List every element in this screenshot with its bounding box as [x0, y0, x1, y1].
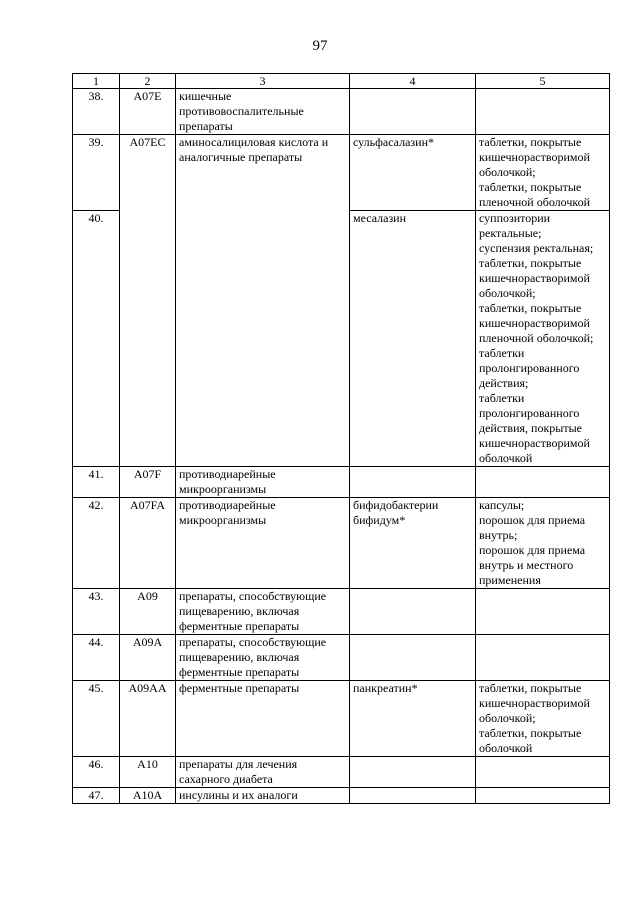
cell-line: кишечнорастворимой [479, 150, 590, 164]
cell-line: оболочкой [479, 741, 533, 755]
cell-line: оболочкой; [479, 286, 536, 300]
cell-line: инсулины и их аналоги [179, 788, 298, 802]
row-number: 40. [73, 211, 120, 467]
cell-line: микроорганизмы [179, 482, 267, 496]
cell-line: микроорганизмы [179, 513, 267, 527]
cell-line: внутрь; [479, 528, 518, 542]
drug-name [350, 211, 476, 467]
drug-name [350, 89, 476, 135]
pharmacological-group [176, 757, 350, 788]
row-number: 38. [73, 89, 120, 135]
pharmacological-group [176, 135, 350, 467]
cell-line: панкреатин* [353, 681, 418, 695]
cell-line: суппозитории [479, 211, 551, 225]
table-row [73, 635, 610, 681]
drug-name [350, 589, 476, 635]
atc-code: A10 [120, 757, 176, 788]
cell-line: препараты, способствующие [179, 635, 327, 649]
cell-line: таблетки, покрытые [479, 180, 582, 194]
cell-line: аналогичные препараты [179, 150, 303, 164]
cell-line: действия; [479, 376, 529, 390]
cell-line: ферментные препараты [179, 681, 300, 695]
cell-line: капсулы; [479, 498, 525, 512]
pharmacological-group [176, 681, 350, 757]
pharmacological-group [176, 89, 350, 135]
row-number: 43. [73, 589, 120, 635]
cell-line: аминосалициловая кислота и [179, 135, 329, 149]
cell-line: таблетки [479, 391, 525, 405]
atc-code: A09A [120, 635, 176, 681]
atc-code: A09AA [120, 681, 176, 757]
dosage-forms [476, 589, 610, 635]
dosage-forms [476, 788, 610, 804]
row-number: 41. [73, 467, 120, 498]
cell-line: противодиарейные [179, 467, 276, 481]
cell-line: оболочкой; [479, 711, 536, 725]
cell-line: кишечнорастворимой [479, 696, 590, 710]
table-header-row [73, 74, 610, 89]
pharmacological-group [176, 498, 350, 589]
cell-line: внутрь и местного [479, 558, 574, 572]
cell-line: применения [479, 573, 541, 587]
table-row [73, 467, 610, 498]
atc-code: A07F [120, 467, 176, 498]
drug-name [350, 467, 476, 498]
cell-line: оболочкой [479, 451, 533, 465]
dosage-forms [476, 135, 610, 211]
cell-line: пролонгированного [479, 361, 580, 375]
dosage-forms [476, 89, 610, 135]
drug-table [72, 73, 610, 804]
atc-code: A07EC [120, 135, 176, 467]
dosage-forms [476, 211, 610, 467]
cell-line: кишечнорастворимой [479, 271, 590, 285]
cell-line: препараты для лечения [179, 757, 298, 771]
cell-line: бифидобактерии [353, 498, 439, 512]
cell-line: кишечнорастворимой [479, 316, 590, 330]
atc-code: A07E [120, 89, 176, 135]
atc-code: A09 [120, 589, 176, 635]
drug-name [350, 788, 476, 804]
table-row [73, 589, 610, 635]
dosage-forms [476, 467, 610, 498]
row-number: 39. [73, 135, 120, 211]
atc-code: A07FA [120, 498, 176, 589]
drug-name [350, 757, 476, 788]
pharmacological-group [176, 788, 350, 804]
header-cell: 4 [350, 74, 476, 89]
dosage-forms [476, 635, 610, 681]
header-cell: 3 [176, 74, 350, 89]
cell-line: пролонгированного [479, 406, 580, 420]
drug-name [350, 498, 476, 589]
row-number: 47. [73, 788, 120, 804]
pharmacological-group [176, 589, 350, 635]
cell-line: таблетки, покрытые [479, 681, 582, 695]
cell-line: действия, покрытые [479, 421, 582, 435]
drug-name [350, 135, 476, 211]
cell-line: сульфасалазин* [353, 135, 435, 149]
drug-name [350, 681, 476, 757]
drug-name [350, 635, 476, 681]
cell-line: суспензия ректальная; [479, 241, 594, 255]
cell-line: пленочной оболочкой [479, 195, 591, 209]
page-number: 97 [312, 38, 328, 54]
row-number: 44. [73, 635, 120, 681]
cell-line: кишечные [179, 89, 232, 103]
pharmacological-group [176, 635, 350, 681]
cell-line: пленочной оболочкой; [479, 331, 594, 345]
cell-line: пищеварению, включая [179, 604, 300, 618]
cell-line: оболочкой; [479, 165, 536, 179]
table-row [73, 757, 610, 788]
cell-line: противовоспалительные [179, 104, 304, 118]
cell-line: таблетки, покрытые [479, 726, 582, 740]
cell-line: месалазин [353, 211, 407, 225]
header-cell: 1 [73, 74, 120, 89]
atc-code: A10A [120, 788, 176, 804]
cell-line: пищеварению, включая [179, 650, 300, 664]
cell-line: порошок для приема [479, 543, 586, 557]
cell-line: таблетки, покрытые [479, 301, 582, 315]
cell-line: таблетки, покрытые [479, 135, 582, 149]
cell-line: препараты, способствующие [179, 589, 327, 603]
cell-line: порошок для приема [479, 513, 586, 527]
table-row [73, 681, 610, 757]
cell-line: кишечнорастворимой [479, 436, 590, 450]
cell-line: ферментные препараты [179, 619, 300, 633]
dosage-forms [476, 757, 610, 788]
table-row [73, 89, 610, 135]
header-cell: 2 [120, 74, 176, 89]
dosage-forms [476, 681, 610, 757]
cell-line: бифидум* [353, 513, 406, 527]
table-row [73, 135, 610, 211]
cell-line: ректальные; [479, 226, 542, 240]
table-row [73, 788, 610, 804]
row-number: 46. [73, 757, 120, 788]
cell-line: препараты [179, 119, 233, 133]
cell-line: противодиарейные [179, 498, 276, 512]
cell-line: таблетки [479, 346, 525, 360]
cell-line: таблетки, покрытые [479, 256, 582, 270]
header-cell: 5 [476, 74, 610, 89]
table-row [73, 498, 610, 589]
dosage-forms [476, 498, 610, 589]
cell-line: ферментные препараты [179, 665, 300, 679]
cell-line: сахарного диабета [179, 772, 273, 786]
row-number: 42. [73, 498, 120, 589]
row-number: 45. [73, 681, 120, 757]
pharmacological-group [176, 467, 350, 498]
